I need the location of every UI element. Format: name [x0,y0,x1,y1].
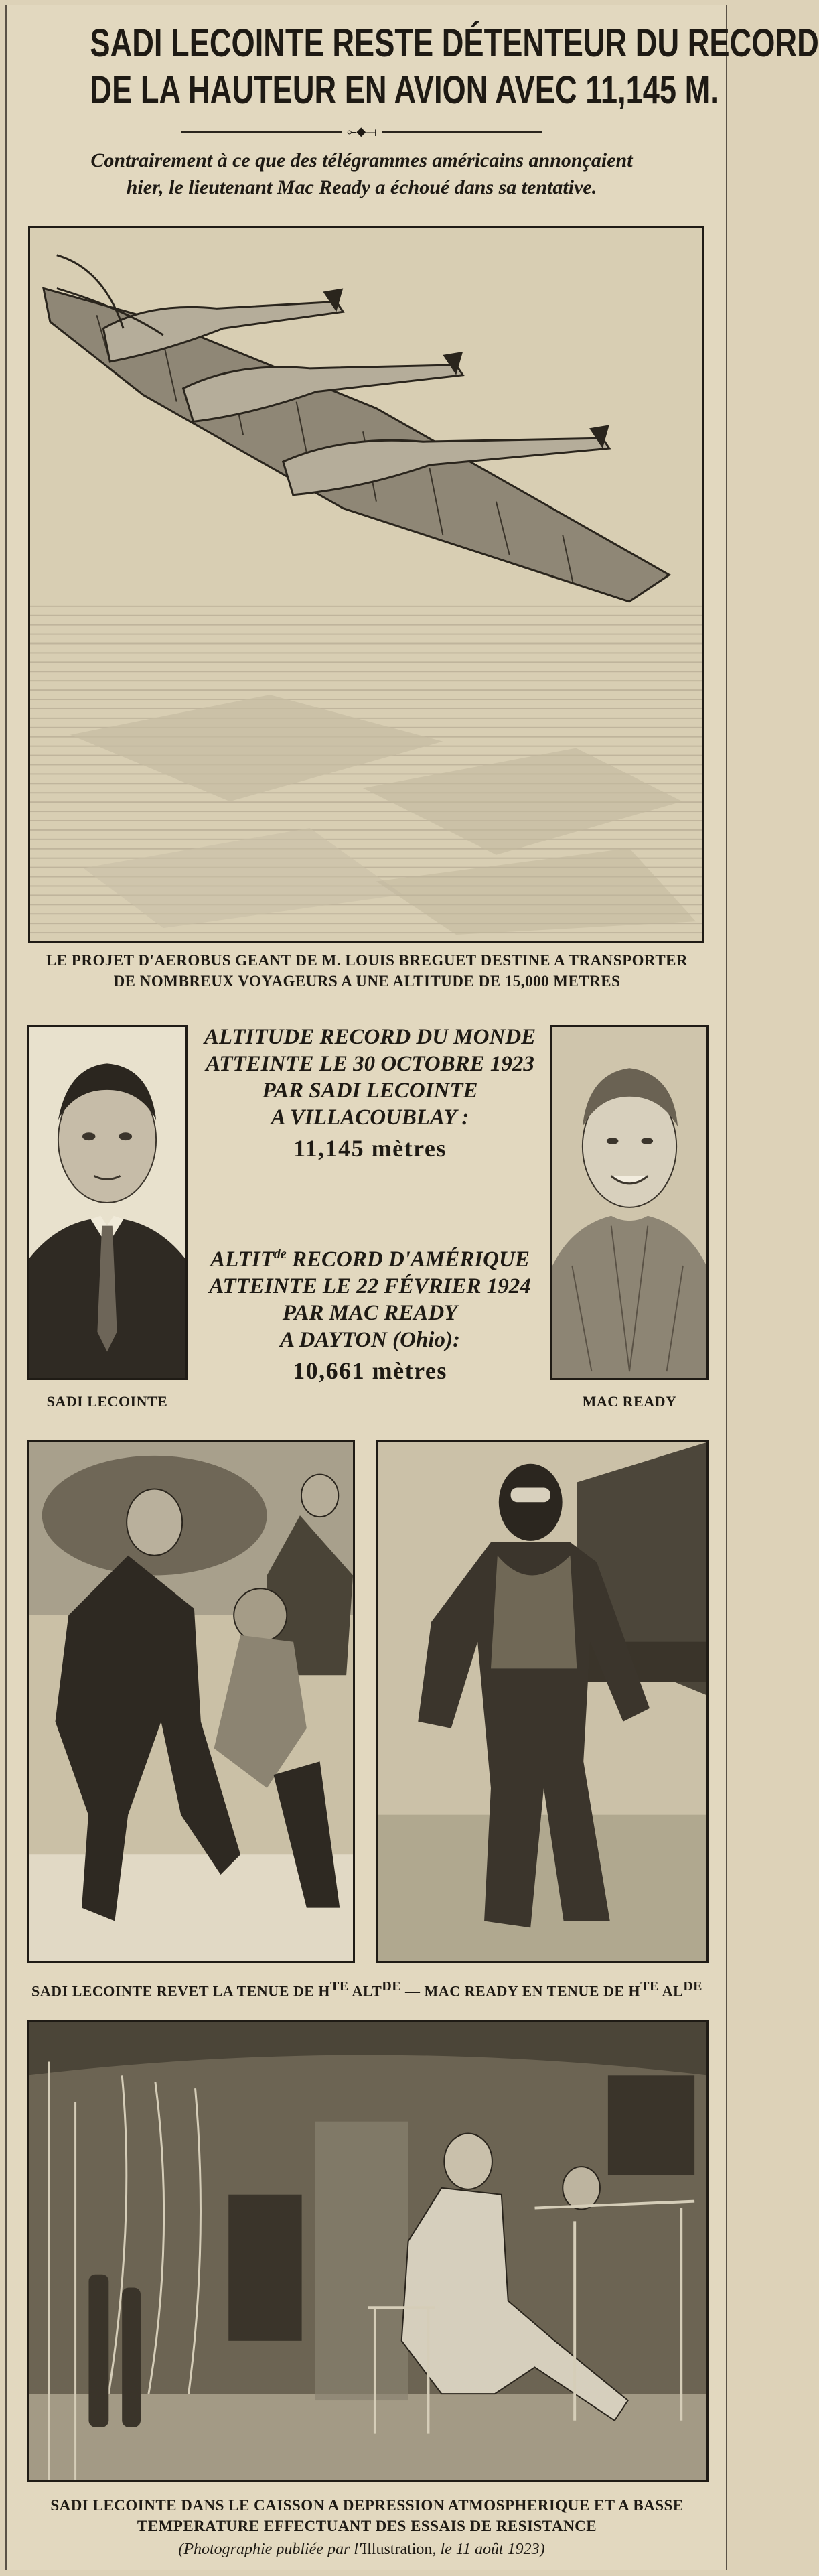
world-record-line-4: A VILLACOUBLAY : [271,1105,469,1130]
ornament: ⟜◆⟞ [342,125,382,138]
suits-caption [13,1976,721,2001]
world-record-box [194,1024,546,1162]
aerobus-caption-line-2: DE NOMBREUX VOYAGEURS A UNE ALTITUDE DE 15,000 METRES [113,973,621,990]
caisson-caption-line-1: SADI LECOINTE DANS LE CAISSON A DEPRESSION ATMOSPHERIQUE ET A BASSE [50,2497,684,2514]
portrait-sadi-lecointe [27,1025,188,1380]
photo-credit-source: Illustration [362,2540,433,2558]
suits-caption-sup-1: TE [330,1979,349,1994]
aerobus-caption-line-1: LE PROJET D'AEROBUS GEANT DE M. LOUIS BREGUET DESTINE A TRANSPORTER [46,952,688,969]
suits-caption-sup-2: DE [382,1979,402,1994]
portrait-mac-ready [550,1025,709,1380]
america-record-line-1-rest: RECORD D'AMÉRIQUE [286,1247,530,1272]
portrait-left-caption: SADI LECOINTE [46,1393,168,1410]
america-record-line-1-sup: de [273,1247,287,1262]
america-record-line-3: PAR MAC READY [282,1301,458,1325]
photo-credit-close: , le 11 août 1923) [432,2540,545,2558]
aerobus-caption [20,950,714,992]
america-record-value: 10,661 mètres [293,1357,447,1384]
photo-lecointe-suiting-up [27,1440,355,1963]
world-record-value: 11,145 mètres [293,1135,447,1162]
headline-line-2: DE LA HAUTEUR EN AVION AVEC 11,145 M. [90,68,719,112]
america-record-box [194,1241,546,1384]
subheadline-line-1: Contrairement à ce que des télégrammes américains annonçaient [90,149,633,172]
suits-caption-sup-3: TE [640,1979,659,1994]
headline-line-1: SADI LECOINTE RESTE DÉTENTEUR DU RECORD [90,21,819,65]
photo-credit [13,2539,710,2559]
headline [90,20,819,114]
suits-caption-part-3: — MAC READY EN TENUE DE H [401,1982,641,2000]
suits-caption-part-1: SADI LECOINTE REVET LA TENUE DE H [31,1982,331,2000]
america-record-line-1-prefix: ALTIT [210,1247,274,1272]
photo-credit-open: (Photographie publiée par l' [178,2540,362,2558]
photo-mac-ready-in-suit [376,1440,709,1963]
america-record-line-2: ATTEINTE LE 22 FÉVRIER 1924 [209,1274,531,1298]
world-record-line-1: ALTITUDE RECORD DU MONDE [204,1025,536,1049]
portrait-right-caption: MAC READY [582,1393,677,1410]
subheadline [33,147,690,201]
photo-caisson-test [27,2020,709,2482]
caisson-caption-line-2: TEMPERATURE EFFECTUANT DES ESSAIS DE RESISTANCE [137,2518,597,2534]
subheadline-line-2: hier, le lieutenant Mac Ready a échoué dans sa tentative. [126,176,597,198]
america-record-line-1 [194,1241,546,1273]
caisson-caption [20,2495,714,2536]
aerobus-illustration [28,226,704,943]
suits-caption-part-2: ALT [348,1982,382,2000]
america-record-line-4: A DAYTON (Ohio): [280,1328,460,1352]
world-record-line-2: ATTEINTE LE 30 OCTOBRE 1923 [206,1052,534,1076]
suits-caption-part-4: AL [658,1982,684,2000]
suits-caption-sup-4: DE [683,1979,702,1994]
world-record-line-3: PAR SADI LECOINTE [262,1079,478,1103]
